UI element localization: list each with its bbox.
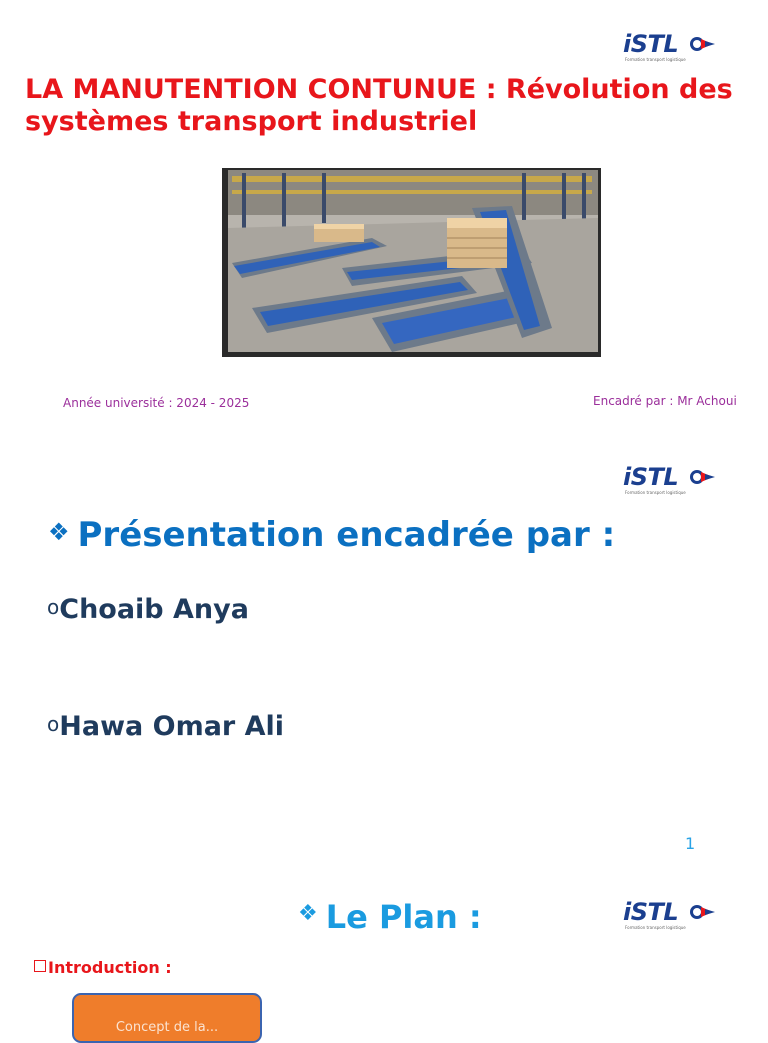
- logo-tagline: Formation transport logistique: [625, 57, 686, 62]
- circle-bullet-icon: o: [47, 712, 60, 736]
- supervisor: Encadré par : Mr Achoui: [593, 394, 737, 408]
- diamond-bullet-icon: ❖: [48, 518, 70, 546]
- presentation-heading-text: Présentation encadrée par :: [77, 515, 616, 555]
- istl-logo: [623, 898, 719, 934]
- plan-heading: [298, 893, 482, 938]
- conveyor-warehouse-photo: [222, 168, 601, 357]
- diamond-bullet-icon: ❖: [298, 901, 318, 926]
- presenter-item: [47, 711, 284, 742]
- presentation-heading: [48, 510, 615, 557]
- logo-text: iSTL: [623, 463, 679, 491]
- circle-bullet-icon: o: [47, 595, 60, 619]
- plan-item-label: Introduction :: [48, 958, 172, 977]
- page-number: 1: [685, 834, 696, 853]
- slide-title: LA MANUTENTION CONTUNUE : Révolution des systèmes transport industriel: [25, 74, 733, 137]
- plan-section-button[interactable]: Concept de la...: [72, 993, 262, 1043]
- plan-heading-text: Le Plan :: [325, 898, 482, 936]
- presenter-name: Hawa Omar Ali: [59, 711, 285, 742]
- logo-tagline: Formation transport logistique: [625, 925, 686, 930]
- logo-text: iSTL: [623, 30, 679, 58]
- checkbox-bullet-icon: [34, 960, 46, 972]
- logo-arrow-icon: [687, 469, 717, 485]
- istl-logo: [623, 463, 719, 499]
- logo-arrow-icon: [687, 36, 717, 52]
- academic-year: Année université : 2024 - 2025: [63, 396, 250, 410]
- logo-text: iSTL: [623, 898, 679, 926]
- presenter-item: [47, 594, 249, 625]
- presenter-name: Choaib Anya: [59, 594, 249, 625]
- plan-item-introduction: [34, 958, 172, 977]
- istl-logo: [623, 30, 719, 66]
- logo-tagline: Formation transport logistique: [625, 490, 686, 495]
- logo-arrow-icon: [687, 904, 717, 920]
